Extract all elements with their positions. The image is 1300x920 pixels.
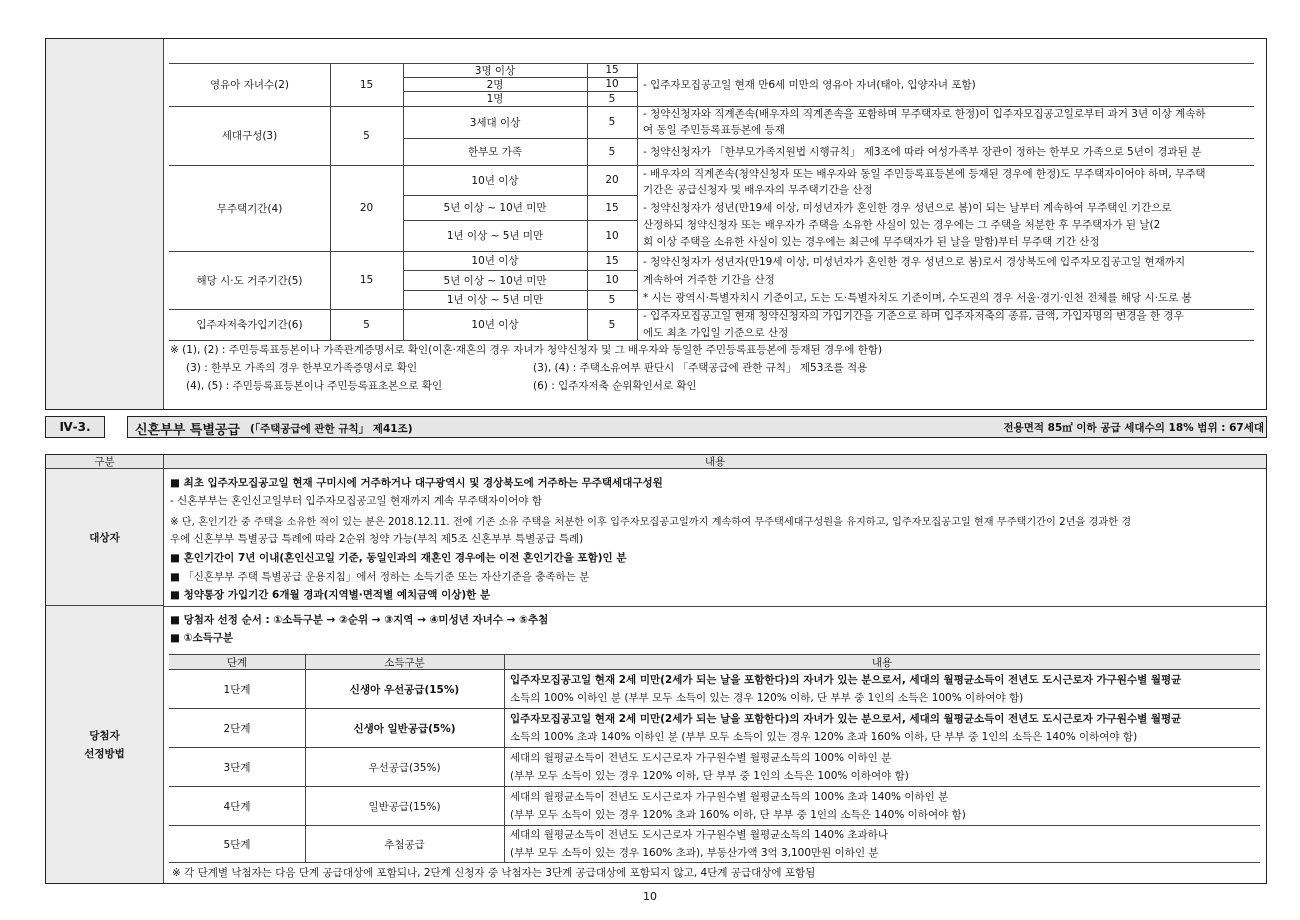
score-row-max: 20	[359, 202, 374, 214]
score-desc: - 청약신청자가 「한부모가족지원법 시행규칙」 제3조에 따라 여성가족부 장관이 정하는 한부모 가족으로 5년이 경과된 분	[643, 146, 1202, 158]
stage-type: 신생아 일반공급(5%)	[353, 722, 456, 735]
score-row-label: 세대구성(3)	[221, 130, 278, 142]
stage-desc: (부부 모두 소득이 있는 경우 160% 초과), 부동산가액 3억 3,100만원 이하인 분	[510, 847, 879, 859]
score-row-label: 무주택기간(4)	[216, 202, 283, 215]
note-line: (3), (4) : 주택소유여부 판단시 「주택공급에 관한 규칙」 제53조를 적용	[533, 362, 868, 374]
section-title: 신혼부부 특별공급	[135, 423, 240, 438]
select-label	[46, 606, 164, 883]
note-line: ※ (1), (2) : 주민등록표등본이나 가족관계증명서로 확인(이혼·재혼의 경우 자녀가 청약신청자 및 그 배우자와 동일한 주민등록표등본에 등재된 경우에 한함)	[170, 344, 883, 356]
stage-desc: (부부 모두 소득이 있는 경우 120% 초과 160% 이하, 단 부부 중 1인의 소득은 140% 이하여야 함)	[510, 809, 966, 821]
score-desc: - 입주자모집공고일 현재 만6세 미만의 영유아 자녀(태아, 입양자녀 포함)	[643, 79, 976, 91]
stage-cell: 2단계	[223, 722, 251, 735]
stage-desc: 세대의 월평균소득이 전년도 도시근로자 가구원수별 월평균소득의 140% 초과하나	[510, 829, 888, 841]
score-sub-label: 1년 이상 ~ 5년 미만	[446, 230, 544, 242]
score-desc: 회 이상 주택을 소유한 사실이 있는 경우에는 최근에 무주택자가 된 날을 말함)부터 무주택 기간 산정	[643, 236, 1100, 248]
note-line: (3) : 한부모 가족의 경우 한부모가족증명서로 확인	[186, 362, 418, 374]
income-header-content: 내용	[504, 655, 1260, 669]
top-table-left-gutter	[46, 39, 164, 409]
score-sub-label: 1년 이상 ~ 5년 미만	[446, 294, 544, 306]
score-sub-value: 10	[605, 229, 619, 242]
score-sub-value: 15	[605, 64, 619, 76]
target-line: ■ 혼인기간이 7년 이내(혼인신고일 기준, 동일인과의 재혼인 경우에는 이전 혼인기간을 포함)인 분	[170, 552, 627, 564]
score-desc: 기간은 공급신청자 및 배우자의 무주택기간을 산정	[643, 184, 873, 196]
score-desc: - 청약신청자가 성년(만19세 이상, 미성년자가 혼인한 경우 성년으로 봄)이 되는 날부터 계속하여 무주택인 기간으로	[643, 202, 1172, 214]
score-sub-label: 10년 이상	[471, 319, 519, 331]
main-header-col1: 구분	[46, 455, 164, 469]
income-header-stage: 단계	[169, 655, 305, 669]
score-desc: * 시는 광역시·특별자치시 기준이고, 도는 도·특별자치도 기준이며, 수도권의 경우 서울·경기·인천 전체를 해당 시·도로 봄	[643, 292, 1192, 304]
score-sub-label: 2명	[486, 78, 504, 91]
score-row-label: 영유아 자녀수(2)	[209, 79, 290, 91]
score-sub-value: 5	[608, 92, 616, 105]
score-desc: 여 동일 주민등록표등본에 등재	[643, 124, 785, 136]
score-desc: - 청약신청자와 직계존속(배우자의 직계존속을 포함하며 무주택자로 한정)이 입주자모집공고일로부터 과거 3년 이상 계속하	[643, 108, 1206, 120]
note-line: (6) : 입주자저축 순위확인서로 확인	[533, 380, 697, 392]
section-supply-count: 전용면적 85㎡ 이하 공급 세대수의 18% 범위 : 67세대	[1003, 422, 1264, 434]
main-header-col2: 내용	[164, 455, 1266, 469]
score-sub-label: 한부모 가족	[467, 146, 523, 158]
stage-cell: 5단계	[223, 839, 251, 851]
score-desc: - 청약신청자가 성년자(만19세 이상, 미성년자가 혼인한 경우 성년으로 봄)로서 경상북도에 입주자모집공고일 현재까지	[643, 256, 1186, 268]
score-row-max: 5	[363, 318, 370, 331]
score-row-max: 15	[359, 274, 374, 286]
target-line: - 신혼부부는 혼인신고일부터 입주자모집공고일 현재까지 계속 무주택자이어야 함	[170, 495, 543, 507]
selection-order: ■ 당첨자 선정 순서 : ①소득구분 → ②순위 → ③지역 → ④미성년 자녀수 → ⑤추첨	[170, 614, 549, 626]
stage-cell: 4단계	[223, 800, 251, 813]
score-sub-value: 15	[605, 254, 619, 267]
score-sub-value: 20	[605, 174, 619, 186]
income-header-type: 소득구분	[305, 655, 504, 669]
score-row-label: 해당 시·도 거주기간(5)	[196, 274, 303, 287]
select-label-line2: 선정방법	[84, 747, 125, 760]
score-sub-label: 3세대 이상	[469, 116, 521, 129]
stage-type: 일반공급(15%)	[368, 800, 441, 813]
stage-desc: 소득의 100% 초과 140% 이하인 분 (부부 모두 소득이 있는 경우 120% 초과 160% 이하, 단 부부 중 1인의 소득은 140% 이하여야 함)	[510, 731, 1138, 743]
stage-footnote: ※ 각 단계별 낙첨자는 다음 단계 공급대상에 포함되나, 2단계 신청자 중 낙첨자는 3단계 공급대상에 포함되지 않고, 4단계 공급대상에 포함됨	[172, 867, 816, 879]
target-line: ■ 「신혼부부 주택 특별공급 운용지침」에서 정하는 소득기준 또는 자산기준을 충족하는 분	[170, 571, 590, 583]
score-sub-label: 5년 이상 ~ 10년 미만	[443, 274, 547, 287]
stage-desc: 입주자모집공고일 현재 2세 미만(2세가 되는 날을 포함한다)의 자녀가 있는 분으로서, 세대의 월평균소득이 전년도 도시근로자 가구원수별 월평균	[510, 674, 1182, 686]
section-subtitle: (「주택공급에 관한 규칙」 제41조)	[250, 423, 413, 435]
score-sub-label: 1명	[486, 93, 504, 105]
score-desc: - 입주자모집공고일 현재 청약신청자의 가입기간을 기준으로 하며 입주자저축의 종류, 금액, 가입자명의 변경을 한 경우	[643, 310, 1184, 322]
score-sub-value: 5	[608, 116, 616, 128]
stage-desc: (부부 모두 소득이 있는 경우 120% 이하, 단 부부 중 1인의 소득은 100% 이하여야 함)	[510, 770, 909, 782]
stage-desc: 입주자모집공고일 현재 2세 미만(2세가 되는 날을 포함한다)의 자녀가 있는 분으로서, 세대의 월평균소득이 전년도 도시근로자 가구원수별 월평균	[510, 713, 1182, 725]
score-sub-label: 10년 이상	[471, 174, 519, 187]
target-line: ■ 최초 입주자모집공고일 현재 구미시에 거주하거나 대구광역시 및 경상북도에 거주하는 무주택세대구성원	[170, 477, 663, 489]
score-row-max: 15	[359, 78, 374, 91]
score-sub-value: 5	[608, 318, 616, 331]
score-desc: 계속하여 거주한 기간을 산정	[643, 274, 775, 286]
note-line: (4), (5) : 주민등록표등본이나 주민등록표초본으로 확인	[186, 380, 443, 392]
target-line: ※ 단, 혼인기간 중 주택을 소유한 적이 있는 분은 2018.12.11. 전에 기존 소유 주택을 처분한 이후 입주자모집공고일까지 계속하여 무주택세대구성원을 유지하고, 입주자모집공고일 현재 무주택기간이 2년을 경과한 경	[170, 517, 1132, 528]
select-label-line1: 당첨자	[89, 729, 120, 742]
stage-desc: 세대의 월평균소득이 전년도 도시근로자 가구원수별 월평균소득의 100% 초과 140% 이하인 분	[510, 791, 949, 803]
score-row-label: 입주자저축가입기간(6)	[196, 319, 303, 331]
section-title-bar	[127, 416, 1267, 438]
target-line: ■ 청약통장 가입기간 6개월 경과(지역별·면적별 예치금액 이상)한 분	[170, 589, 491, 601]
stage-type: 추첨공급	[384, 839, 425, 851]
score-sub-value: 15	[605, 201, 619, 214]
score-sub-value: 5	[608, 145, 616, 158]
stage-desc: 소득의 100% 이하인 분 (부부 모두 소득이 있는 경우 120% 이하, 단 부부 중 1인의 소득은 100% 이하여야 함)	[510, 692, 1024, 704]
stage-cell: 1단계	[223, 683, 251, 696]
score-sub-label: 5년 이상 ~ 10년 미만	[443, 202, 547, 214]
target-line: 우에 신혼부부 특별공급 특례에 따라 2순위 청약 가능(부칙 제5조 신혼부부 특별공급 특례)	[170, 533, 584, 545]
income-heading: ■ ①소득구분	[170, 632, 234, 644]
score-desc: 에도 최초 가입일 기준으로 산정	[643, 327, 789, 339]
score-sub-value: 5	[608, 293, 616, 306]
stage-type: 우선공급(35%)	[368, 761, 441, 774]
section-number: Ⅳ-3.	[45, 416, 105, 438]
score-desc: - 배우자의 직계존속(청약신청자 또는 배우자와 동일 주민등록표등본에 등재된 경우에 한정)도 무주택자이어야 하며, 무주택	[643, 168, 1206, 180]
target-label: 대상자	[46, 469, 164, 606]
stage-type: 신생아 우선공급(15%)	[349, 683, 460, 696]
score-sub-label: 3명 이상	[474, 64, 516, 77]
page-number: 10	[643, 889, 657, 903]
score-sub-value: 10	[605, 274, 619, 286]
score-desc: 산정하되 청약신청자 또는 배우자가 주택을 소유한 사실이 있는 경우에는 그 주택을 처분한 후 무주택자가 된 날(2	[643, 219, 1161, 231]
stage-cell: 3단계	[223, 761, 251, 774]
stage-desc: 세대의 월평균소득이 전년도 도시근로자 가구원수별 월평균소득의 100% 이하인 분	[510, 752, 892, 764]
score-row-max: 5	[363, 129, 370, 142]
score-sub-label: 10년 이상	[471, 255, 519, 267]
score-sub-value: 10	[605, 78, 619, 90]
